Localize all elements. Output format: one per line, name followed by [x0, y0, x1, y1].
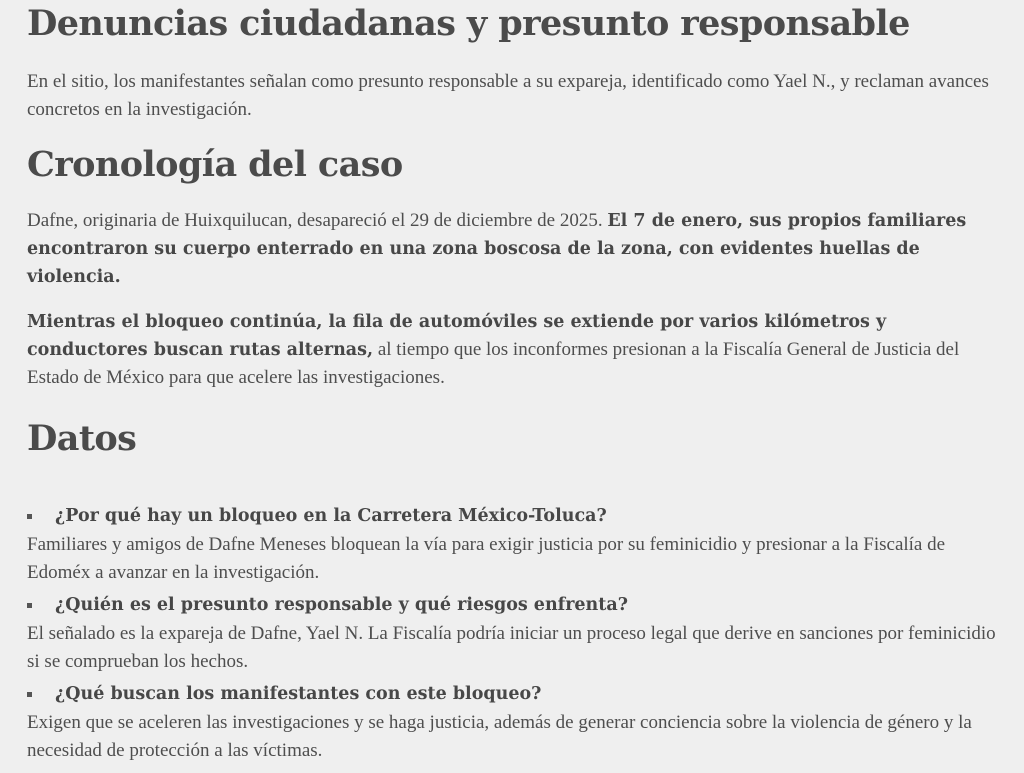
- square-bullet-icon: [27, 603, 32, 608]
- heading-denuncias: Denuncias ciudadanas y presunto responsable: [27, 3, 910, 44]
- faq-question: [27, 590, 1010, 620]
- faq-item: [27, 501, 1010, 587]
- paragraph-denuncias: En el sitio, los manifestantes señalan como presunto responsable a su expareja, identificado como Yael N., y reclaman avances concretos en la investigación.: [27, 71, 989, 120]
- faq-answer: Familiares y amigos de Dafne Meneses bloquean la vía para exigir justicia por su feminicidio y presionar a la Fiscalía de Edoméx a avanzar en la investigación.: [27, 534, 946, 583]
- square-bullet-icon: [27, 692, 32, 697]
- faq-question-text: ¿Qué buscan los manifestantes con este bloqueo?: [55, 684, 542, 704]
- paragraph-cronologia-2: [27, 308, 1010, 392]
- paragraph-cronologia-2-text: al tiempo que los inconformes presionan a la Fiscalía General de Justicia del Estado de México para que acelere las investigaciones.: [27, 339, 960, 388]
- paragraph-cronologia-1-bold: El 7 de enero, sus propios familiares encontraron su cuerpo enterrado en una zona boscosa de la zona, con evidentes huellas de violencia.: [27, 211, 967, 287]
- faq-answer: Exigen que se aceleren las investigaciones y se haga justicia, además de generar conciencia sobre la violencia de género y la necesidad de protección a las víctimas.: [27, 712, 972, 761]
- faq-answer: El señalado es la expareja de Dafne, Yael N. La Fiscalía podría iniciar un proceso legal que derive en sanciones por feminicidio si se comprueban los hechos.: [27, 623, 996, 672]
- paragraph-cronologia-2-bold: Mientras el bloqueo continúa, la fila de automóviles se extiende por varios kilómetros y conductores buscan rutas alternas,: [27, 312, 887, 360]
- heading-cronologia: Cronología del caso: [27, 144, 403, 185]
- paragraph-cronologia-1: [27, 207, 1010, 291]
- faq-item: [27, 590, 1010, 676]
- faq-question: [27, 679, 1010, 709]
- faq-question: [27, 501, 1010, 531]
- square-bullet-icon: [27, 514, 32, 519]
- paragraph-cronologia-1-text: Dafne, originaria de Huixquilucan, desapareció el 29 de diciembre de 2025.: [27, 210, 608, 231]
- heading-datos: Datos: [27, 418, 137, 459]
- faq-list: [27, 501, 1010, 765]
- faq-item: [27, 679, 1010, 765]
- faq-question-text: ¿Por qué hay un bloqueo en la Carretera México-Toluca?: [55, 506, 607, 526]
- faq-question-text: ¿Quién es el presunto responsable y qué riesgos enfrenta?: [55, 595, 628, 615]
